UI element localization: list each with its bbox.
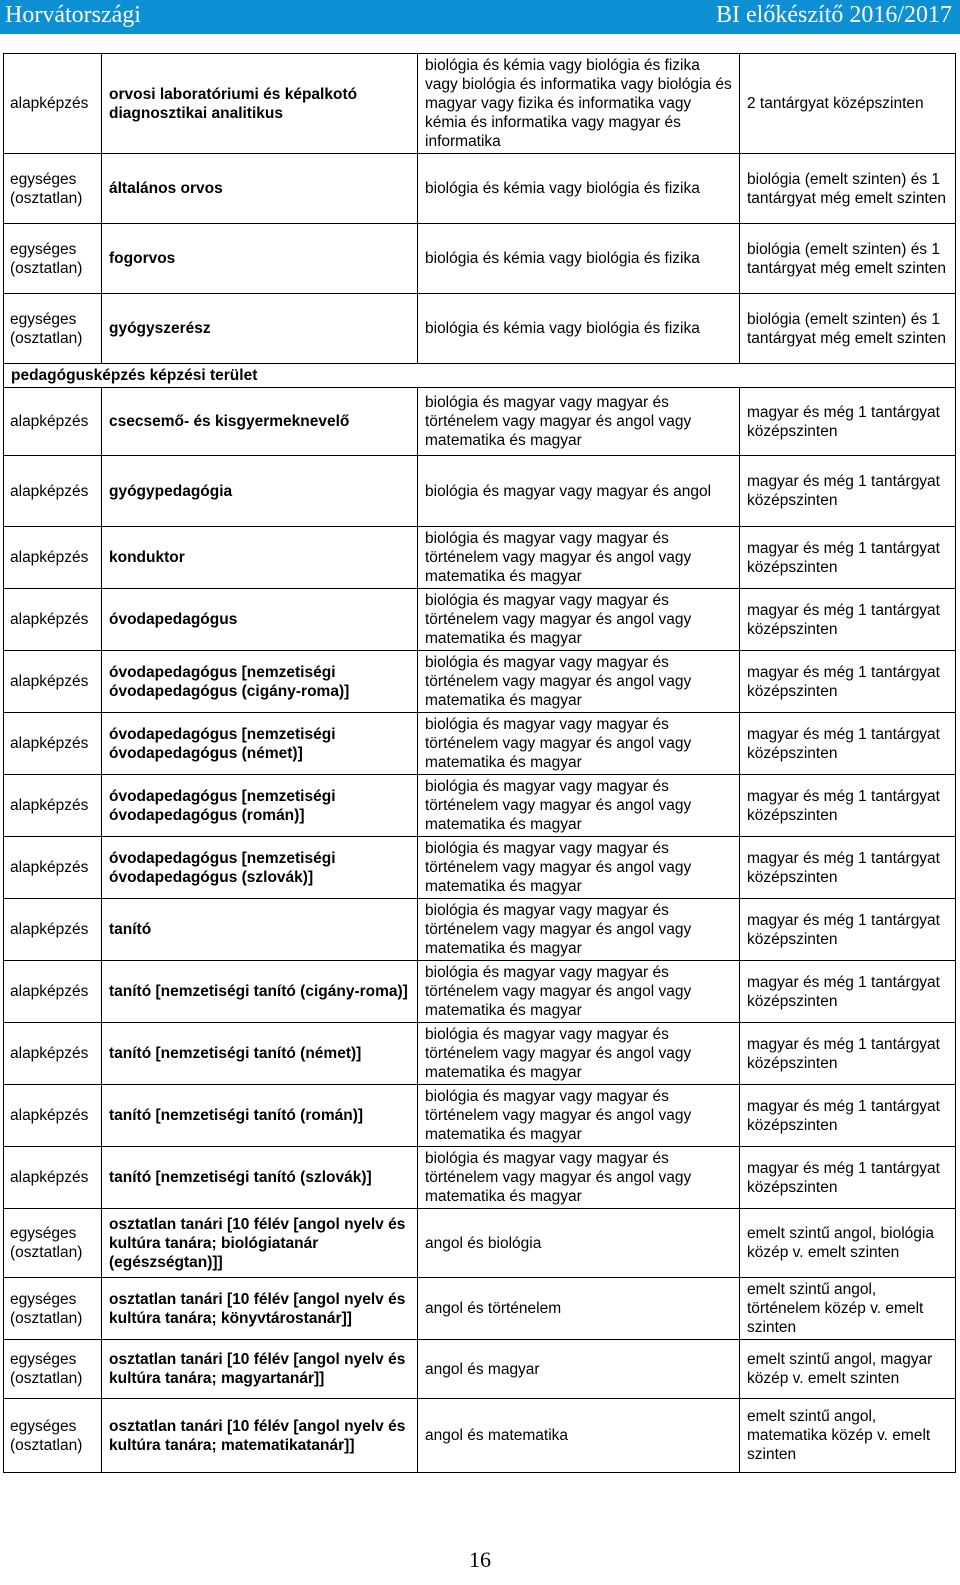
subjects-cell: angol és történelem — [418, 1278, 740, 1340]
table-row — [4, 154, 956, 224]
training-type-cell: egységes (osztatlan) — [4, 294, 102, 364]
subjects-cell: biológia és magyar vagy magyar és történelem vagy magyar és angol vagy matematika és magyar — [418, 651, 740, 713]
subjects-cell: biológia és kémia vagy biológia és fizika — [418, 154, 740, 224]
training-type-cell: alapképzés — [4, 837, 102, 899]
exam-level-cell: 2 tantárgyat középszinten — [740, 54, 956, 154]
program-name-cell: óvodapedagógus [nemzetiségi óvodapedagógus (szlovák)] — [102, 837, 418, 899]
subjects-cell: biológia és magyar vagy magyar és történelem vagy magyar és angol vagy matematika és magyar — [418, 527, 740, 589]
training-type-cell: alapképzés — [4, 651, 102, 713]
subjects-cell: biológia és kémia vagy biológia és fizika — [418, 294, 740, 364]
subjects-cell: angol és magyar — [418, 1340, 740, 1399]
program-name-cell: tanító [nemzetiségi tanító (román)] — [102, 1085, 418, 1147]
table-row — [4, 1147, 956, 1209]
program-name-cell: általános orvos — [102, 154, 418, 224]
exam-level-cell: magyar és még 1 tantárgyat középszinten — [740, 899, 956, 961]
table-row — [4, 837, 956, 899]
header-right-title: BI előkészítő 2016/2017 — [716, 2, 952, 28]
programs-table-body — [4, 54, 956, 1473]
subjects-cell: biológia és magyar vagy magyar és történelem vagy magyar és angol vagy matematika és magyar — [418, 775, 740, 837]
program-name-cell: óvodapedagógus [nemzetiségi óvodapedagógus (cigány-roma)] — [102, 651, 418, 713]
table-row — [4, 961, 956, 1023]
subjects-cell: biológia és magyar vagy magyar és történelem vagy magyar és angol vagy matematika és magyar — [418, 837, 740, 899]
exam-level-cell: magyar és még 1 tantárgyat középszinten — [740, 961, 956, 1023]
subjects-cell: biológia és magyar vagy magyar és történelem vagy magyar és angol vagy matematika és magyar — [418, 388, 740, 456]
subjects-cell: biológia és magyar vagy magyar és történelem vagy magyar és angol vagy matematika és magyar — [418, 713, 740, 775]
program-name-cell: orvosi laboratóriumi és képalkotó diagnosztikai analitikus — [102, 54, 418, 154]
program-name-cell: konduktor — [102, 527, 418, 589]
training-type-cell: alapképzés — [4, 54, 102, 154]
program-name-cell: csecsemő- és kisgyermeknevelő — [102, 388, 418, 456]
subjects-cell: biológia és magyar vagy magyar és történelem vagy magyar és angol vagy matematika és magyar — [418, 1023, 740, 1085]
program-name-cell: gyógyszerész — [102, 294, 418, 364]
exam-level-cell: magyar és még 1 tantárgyat középszinten — [740, 775, 956, 837]
program-name-cell: osztatlan tanári [10 félév [angol nyelv és kultúra tanára; biológiatanár (egészségtan)]] — [102, 1209, 418, 1278]
subjects-cell: biológia és magyar vagy magyar és történelem vagy magyar és angol vagy matematika és magyar — [418, 1147, 740, 1209]
table-row — [4, 1399, 956, 1473]
training-type-cell: alapképzés — [4, 527, 102, 589]
subjects-cell: angol és matematika — [418, 1399, 740, 1473]
program-name-cell: osztatlan tanári [10 félév [angol nyelv és kultúra tanára; matematikatanár]] — [102, 1399, 418, 1473]
exam-level-cell: biológia (emelt szinten) és 1 tantárgyat még emelt szinten — [740, 154, 956, 224]
exam-level-cell: magyar és még 1 tantárgyat középszinten — [740, 651, 956, 713]
table-row — [4, 527, 956, 589]
exam-level-cell: magyar és még 1 tantárgyat középszinten — [740, 837, 956, 899]
subjects-cell: biológia és magyar vagy magyar és történelem vagy magyar és angol vagy matematika és magyar — [418, 961, 740, 1023]
training-type-cell: alapképzés — [4, 589, 102, 651]
exam-level-cell: magyar és még 1 tantárgyat középszinten — [740, 589, 956, 651]
table-row — [4, 1023, 956, 1085]
program-name-cell: tanító [nemzetiségi tanító (német)] — [102, 1023, 418, 1085]
training-type-cell: egységes (osztatlan) — [4, 1209, 102, 1278]
table-row — [4, 294, 956, 364]
training-type-cell: alapképzés — [4, 1147, 102, 1209]
subjects-cell: biológia és magyar vagy magyar és történelem vagy magyar és angol vagy matematika és magyar — [418, 589, 740, 651]
training-type-cell: egységes (osztatlan) — [4, 154, 102, 224]
exam-level-cell: magyar és még 1 tantárgyat középszinten — [740, 1023, 956, 1085]
exam-level-cell: biológia (emelt szinten) és 1 tantárgyat még emelt szinten — [740, 294, 956, 364]
training-type-cell: alapképzés — [4, 899, 102, 961]
exam-level-cell: magyar és még 1 tantárgyat középszinten — [740, 388, 956, 456]
section-title: pedagógusképzés képzési terület — [4, 364, 956, 388]
table-row — [4, 1278, 956, 1340]
training-type-cell: egységes (osztatlan) — [4, 1278, 102, 1340]
table-row — [4, 713, 956, 775]
programs-table — [3, 53, 956, 1473]
training-type-cell: alapképzés — [4, 961, 102, 1023]
program-name-cell: óvodapedagógus — [102, 589, 418, 651]
section-title-row — [4, 364, 956, 388]
program-name-cell: fogorvos — [102, 224, 418, 294]
program-name-cell: osztatlan tanári [10 félév [angol nyelv és kultúra tanára; könyvtárostanár]] — [102, 1278, 418, 1340]
table-row — [4, 589, 956, 651]
exam-level-cell: emelt szintű angol, biológia közép v. emelt szinten — [740, 1209, 956, 1278]
program-name-cell: osztatlan tanári [10 félév [angol nyelv és kultúra tanára; magyartanár]] — [102, 1340, 418, 1399]
page-header-banner — [0, 0, 960, 34]
program-name-cell: tanító — [102, 899, 418, 961]
program-name-cell: gyógypedagógia — [102, 456, 418, 527]
subjects-cell: biológia és kémia vagy biológia és fizika vagy biológia és informatika vagy biológia és magyar vagy fizika és informatika vagy kémia és informatika vagy magyar és informatika — [418, 54, 740, 154]
training-type-cell: alapképzés — [4, 388, 102, 456]
table-row — [4, 775, 956, 837]
exam-level-cell: biológia (emelt szinten) és 1 tantárgyat még emelt szinten — [740, 224, 956, 294]
training-type-cell: alapképzés — [4, 775, 102, 837]
exam-level-cell: magyar és még 1 tantárgyat középszinten — [740, 527, 956, 589]
table-row — [4, 1209, 956, 1278]
table-row — [4, 456, 956, 527]
table-row — [4, 388, 956, 456]
exam-level-cell: emelt szintű angol, magyar közép v. emelt szinten — [740, 1340, 956, 1399]
exam-level-cell: emelt szintű angol, matematika közép v. emelt szinten — [740, 1399, 956, 1473]
header-left-title: Horvátországi — [5, 2, 141, 28]
exam-level-cell: magyar és még 1 tantárgyat középszinten — [740, 456, 956, 527]
subjects-cell: biológia és kémia vagy biológia és fizika — [418, 224, 740, 294]
program-name-cell: tanító [nemzetiségi tanító (szlovák)] — [102, 1147, 418, 1209]
exam-level-cell: emelt szintű angol, történelem közép v. emelt szinten — [740, 1278, 956, 1340]
subjects-cell: biológia és magyar vagy magyar és angol — [418, 456, 740, 527]
training-type-cell: alapképzés — [4, 1023, 102, 1085]
subjects-cell: biológia és magyar vagy magyar és történelem vagy magyar és angol vagy matematika és magyar — [418, 1085, 740, 1147]
program-name-cell: óvodapedagógus [nemzetiségi óvodapedagógus (német)] — [102, 713, 418, 775]
program-name-cell: óvodapedagógus [nemzetiségi óvodapedagógus (román)] — [102, 775, 418, 837]
subjects-cell: biológia és magyar vagy magyar és történelem vagy magyar és angol vagy matematika és magyar — [418, 899, 740, 961]
training-type-cell: alapképzés — [4, 1085, 102, 1147]
exam-level-cell: magyar és még 1 tantárgyat középszinten — [740, 1085, 956, 1147]
training-type-cell: egységes (osztatlan) — [4, 1399, 102, 1473]
page-number: 16 — [469, 1547, 491, 1572]
table-row — [4, 651, 956, 713]
training-type-cell: alapképzés — [4, 713, 102, 775]
program-name-cell: tanító [nemzetiségi tanító (cigány-roma)] — [102, 961, 418, 1023]
table-row — [4, 899, 956, 961]
table-row — [4, 54, 956, 154]
training-type-cell: egységes (osztatlan) — [4, 224, 102, 294]
subjects-cell: angol és biológia — [418, 1209, 740, 1278]
training-type-cell: alapképzés — [4, 456, 102, 527]
exam-level-cell: magyar és még 1 tantárgyat középszinten — [740, 1147, 956, 1209]
table-row — [4, 1085, 956, 1147]
exam-level-cell: magyar és még 1 tantárgyat középszinten — [740, 713, 956, 775]
training-type-cell: egységes (osztatlan) — [4, 1340, 102, 1399]
table-row — [4, 224, 956, 294]
table-row — [4, 1340, 956, 1399]
